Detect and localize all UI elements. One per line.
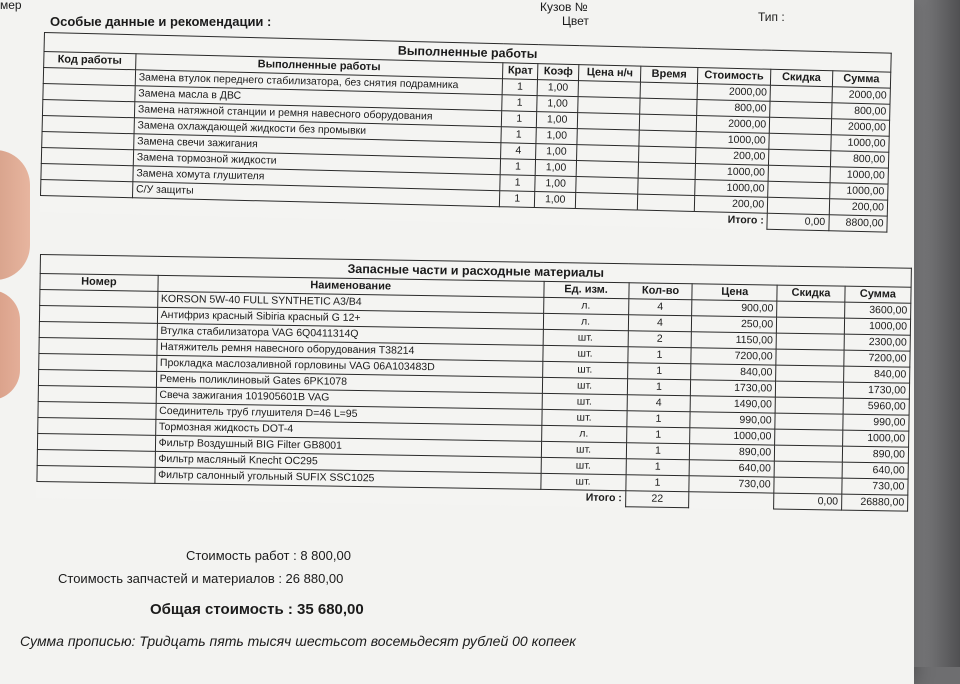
work-time	[639, 162, 696, 179]
work-price-hour	[577, 129, 640, 147]
work-koef: 1,00	[536, 144, 577, 161]
work-koef: 1,00	[535, 160, 576, 177]
works-caption: Выполненные работы	[44, 33, 891, 73]
work-koef: 1,00	[537, 112, 578, 129]
work-krat: 4	[501, 143, 537, 160]
work-cost: 200,00	[695, 147, 769, 165]
part-unit: шт.	[542, 361, 627, 378]
work-koef: 1,00	[535, 176, 576, 193]
part-qty: 1	[626, 459, 690, 476]
part-unit: шт.	[541, 457, 626, 474]
work-discount	[768, 181, 830, 198]
parts-total-label: Итого :	[585, 491, 622, 505]
works-table	[40, 32, 892, 233]
work-time	[640, 98, 697, 115]
part-number	[39, 306, 157, 324]
color-label: Цвет	[562, 14, 589, 28]
works-total-discount: 0,00	[767, 213, 829, 230]
parts-total-discount: 0,00	[774, 493, 842, 510]
work-time	[638, 194, 695, 211]
work-krat: 1	[502, 79, 538, 96]
part-name: Антифриз красный Sibiria красный G 12+	[157, 307, 543, 329]
parts-total-blank	[689, 492, 774, 509]
part-discount	[774, 477, 842, 494]
part-sum: 730,00	[842, 478, 908, 495]
work-sum: 1000,00	[830, 167, 889, 184]
work-time	[640, 114, 697, 131]
work-time	[641, 82, 698, 99]
work-sum: 800,00	[831, 103, 890, 120]
part-unit: шт.	[543, 329, 628, 346]
work-koef: 1,00	[536, 128, 577, 145]
works-total-sum: 8800,00	[828, 215, 887, 232]
part-number	[38, 369, 156, 387]
part-qty: 4	[628, 299, 692, 316]
part-discount	[774, 461, 842, 478]
work-sum: 1000,00	[829, 183, 888, 200]
part-price: 640,00	[690, 460, 775, 477]
parts-col-header: Скидка	[777, 285, 845, 302]
part-discount	[774, 445, 842, 462]
work-discount	[768, 165, 830, 182]
part-number	[38, 401, 156, 419]
part-discount	[775, 397, 843, 414]
work-sum: 2000,00	[832, 87, 891, 104]
work-name: Замена хомута глушителя	[133, 166, 500, 191]
work-krat: 1	[500, 175, 536, 192]
work-cost: 2000,00	[697, 83, 771, 101]
part-sum: 890,00	[842, 446, 908, 463]
part-qty: 1	[626, 443, 690, 460]
part-name: Фильтр салонный угольный SUFIX SSC1025	[155, 467, 541, 489]
part-number	[39, 353, 157, 371]
cut-header-text: мер	[0, 0, 22, 12]
work-krat: 1	[501, 127, 537, 144]
part-name: Тормозная жидкость DOT-4	[155, 419, 541, 441]
kuzov-label: Кузов №	[540, 0, 588, 14]
works-col-header: Выполненные работы	[135, 54, 502, 79]
part-discount	[776, 349, 844, 366]
parts-col-header: Наименование	[158, 275, 544, 297]
part-number	[38, 417, 156, 435]
work-sum: 2000,00	[831, 119, 890, 136]
part-number	[37, 465, 155, 483]
holding-thumb	[0, 150, 30, 280]
work-sum: 800,00	[830, 151, 889, 168]
work-time	[639, 130, 696, 147]
part-qty: 2	[628, 331, 692, 348]
work-price-hour	[578, 97, 641, 115]
part-price: 250,00	[692, 316, 777, 333]
work-discount	[770, 101, 832, 118]
type-label: Тип :	[758, 10, 785, 24]
part-name: Прокладка маслозаливной горловины VAG 06A103483D	[156, 355, 542, 377]
part-name: Ремень поликлиновый Gates 6PK1078	[156, 371, 542, 393]
part-unit: л.	[543, 297, 628, 314]
part-qty: 1	[627, 379, 691, 396]
work-name: С/У защиты	[132, 182, 499, 207]
part-name: Втулка стабилизатора VAG 6Q0411314Q	[157, 323, 543, 345]
work-sum: 200,00	[829, 199, 888, 216]
section-title: Особые данные и рекомендации :	[50, 14, 272, 29]
work-name: Замена масла в ДВС	[135, 86, 502, 111]
work-cost: 1000,00	[695, 131, 769, 149]
part-name: Натяжитель ремня навесного оборудования T38214	[157, 339, 543, 361]
work-price-hour	[578, 81, 641, 99]
part-name: Фильтр Воздушный BIG Filter GB8001	[155, 435, 541, 457]
parts-col-header: Кол-во	[628, 283, 692, 300]
part-discount	[776, 333, 844, 350]
part-number	[37, 449, 155, 467]
part-discount	[775, 381, 843, 398]
works-col-header: Стоимость	[697, 67, 771, 85]
part-number	[38, 385, 156, 403]
work-discount	[769, 117, 831, 134]
works-col-header: Сумма	[832, 71, 891, 88]
part-qty: 1	[625, 475, 689, 492]
part-unit: л.	[541, 425, 626, 442]
part-unit: шт.	[542, 377, 627, 394]
work-price-hour	[575, 193, 638, 211]
part-qty: 1	[627, 363, 691, 380]
work-price-hour	[577, 145, 640, 163]
parts-col-header: Ед. изм.	[543, 281, 628, 298]
works-col-header: Код работы	[44, 52, 136, 70]
part-price: 1490,00	[691, 396, 776, 413]
part-unit: шт.	[542, 393, 627, 410]
part-price: 900,00	[692, 300, 777, 317]
part-price: 990,00	[690, 412, 775, 429]
parts-caption: Запасные части и расходные материалы	[40, 255, 911, 288]
work-price-hour	[576, 161, 639, 179]
part-sum: 1000,00	[842, 430, 908, 447]
part-number	[37, 433, 155, 451]
part-sum: 640,00	[842, 462, 908, 479]
work-name: Замена втулок переднего стабилизатора, без снятия подрамника	[135, 70, 502, 95]
total-cost-line: Общая стоимость : 35 680,00	[150, 601, 364, 618]
work-koef: 1,00	[535, 192, 576, 209]
parts-col-header: Номер	[40, 274, 158, 292]
part-unit: шт.	[541, 441, 626, 458]
work-price-hour	[576, 177, 639, 195]
part-qty: 4	[627, 395, 691, 412]
work-cost: 200,00	[694, 195, 768, 213]
work-sum: 1000,00	[830, 135, 889, 152]
work-name: Замена натяжной станции и ремня навесного оборудования	[134, 102, 501, 127]
part-price: 840,00	[691, 364, 776, 381]
work-krat: 1	[502, 95, 538, 112]
part-sum: 5960,00	[843, 398, 909, 415]
part-discount	[777, 301, 845, 318]
part-sum: 1730,00	[843, 382, 909, 399]
part-unit: шт.	[540, 473, 625, 490]
part-name: Соединитель труб глушителя D=46 L=95	[156, 403, 542, 425]
part-price: 730,00	[689, 476, 774, 493]
works-col-header: Время	[641, 66, 698, 83]
parts-cost-line: Стоимость запчастей и материалов : 26 880,00	[58, 571, 344, 586]
part-price: 7200,00	[691, 348, 776, 365]
part-sum: 1000,00	[844, 318, 910, 335]
work-time	[638, 178, 695, 195]
work-name: Замена тормозной жидкости	[133, 150, 500, 175]
part-qty: 4	[628, 315, 692, 332]
work-cost: 800,00	[696, 99, 770, 117]
work-discount	[769, 149, 831, 166]
part-sum: 840,00	[843, 366, 909, 383]
works-cost-line: Стоимость работ : 8 800,00	[186, 548, 351, 563]
part-qty: 1	[626, 427, 690, 444]
part-name: Фильтр масляный Knecht OC295	[155, 451, 541, 473]
work-discount	[769, 133, 831, 150]
part-discount	[776, 317, 844, 334]
work-cost: 1000,00	[694, 179, 768, 197]
part-name: Свеча зажигания 101905601B VAG	[156, 387, 542, 409]
work-name: Замена охлаждающей жидкости без промывки	[134, 118, 501, 143]
works-col-header: Цена н/ч	[579, 65, 642, 83]
works-col-header: Коэф	[538, 64, 579, 81]
works-total-label: Итого :	[727, 214, 764, 227]
work-discount	[770, 85, 832, 102]
part-number	[39, 321, 157, 339]
work-price-hour	[577, 113, 640, 131]
works-col-header: Крат	[503, 63, 539, 80]
part-unit: шт.	[541, 409, 626, 426]
parts-table	[36, 254, 912, 512]
work-koef: 1,00	[537, 80, 578, 97]
part-price: 1730,00	[691, 380, 776, 397]
work-krat: 1	[501, 111, 537, 128]
part-sum: 3600,00	[844, 302, 910, 319]
part-unit: л.	[543, 313, 628, 330]
part-price: 1000,00	[690, 428, 775, 445]
part-discount	[775, 413, 843, 430]
part-price: 890,00	[690, 444, 775, 461]
part-number	[40, 290, 158, 308]
part-price: 1150,00	[692, 332, 777, 349]
work-cost: 1000,00	[695, 163, 769, 181]
work-krat: 1	[499, 191, 535, 208]
amount-in-words: Сумма прописью: Тридцать пять тысяч шестьсот восемьдесят рублей 00 копеек	[20, 633, 576, 649]
work-time	[639, 146, 696, 163]
part-sum: 2300,00	[844, 334, 910, 351]
part-qty: 1	[627, 347, 691, 364]
parts-total-sum: 26880,00	[841, 494, 907, 511]
parts-col-header: Сумма	[845, 286, 911, 303]
part-number	[39, 337, 157, 355]
part-sum: 990,00	[843, 414, 909, 431]
work-name: Замена свечи зажигания	[133, 134, 500, 159]
part-discount	[775, 429, 843, 446]
part-qty: 1	[626, 411, 690, 428]
part-unit: шт.	[542, 345, 627, 362]
work-krat: 1	[500, 159, 536, 176]
work-discount	[767, 197, 829, 214]
part-sum: 7200,00	[844, 350, 910, 367]
works-col-header: Скидка	[771, 69, 833, 86]
work-koef: 1,00	[537, 96, 578, 113]
part-name: KORSON 5W-40 FULL SYNTHETIC A3/B4	[157, 291, 543, 313]
parts-total-qty: 22	[625, 491, 689, 508]
part-discount	[776, 365, 844, 382]
parts-col-header: Цена	[692, 284, 777, 301]
work-cost: 2000,00	[696, 115, 770, 133]
